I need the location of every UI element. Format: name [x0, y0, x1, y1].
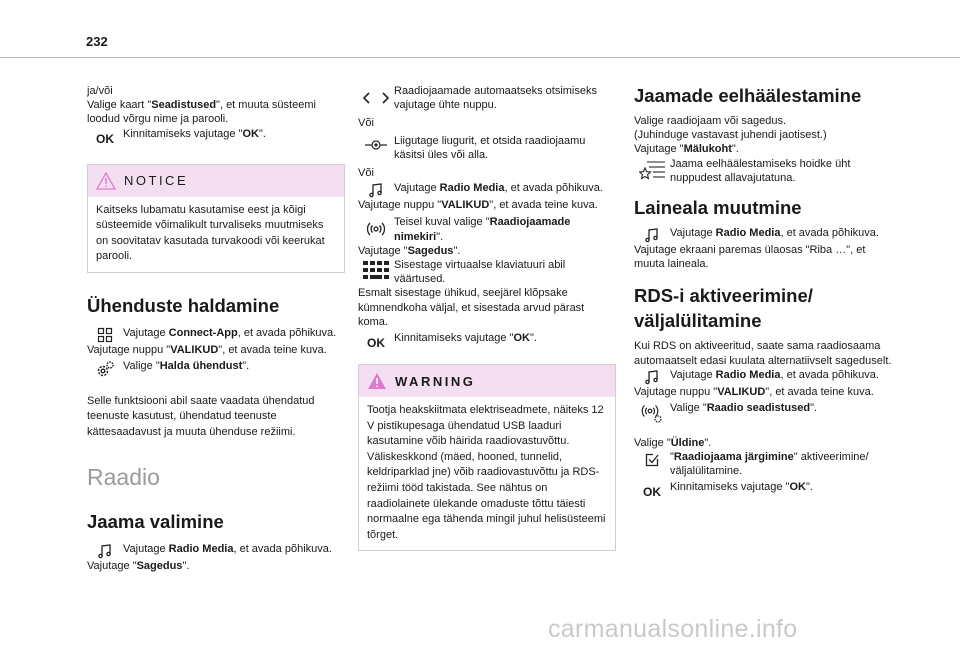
or-text-2: Või: [358, 167, 374, 180]
column-1: [87, 84, 345, 574]
heading-radio: Raadio: [87, 464, 160, 491]
music-note-icon: [644, 369, 660, 385]
music-note-icon: [97, 543, 113, 559]
presets-note: (Juhinduge vastavast juhendi jaotisest.): [634, 129, 827, 142]
preset-star-list-icon: [639, 159, 665, 181]
heading-connections: Ühenduste haldamine: [87, 294, 280, 316]
checkbox-icon: [645, 453, 659, 467]
ok-icon: OK: [96, 131, 114, 146]
music-note-icon: [644, 227, 660, 243]
manage-row: [87, 359, 345, 380]
auto-search-row: [358, 84, 616, 112]
prev-next-arrows-icon: [362, 91, 390, 105]
hold-text: Jaama eelhäälestamiseks hoidke üht nuppudest allavajutatuna.: [670, 157, 851, 184]
hold-row: [634, 157, 892, 185]
notice-header: [88, 165, 344, 197]
follow-row: [634, 450, 892, 478]
heading-station-select: Jaama valimine: [87, 511, 224, 533]
frequency-text: Vajutage "Sagedus".: [87, 560, 190, 573]
keyboard-text: Sisestage virtuaalse klaviatuuri abil väärtused.: [394, 259, 566, 286]
manage-description: Selle funktsiooni abil saate vaadata ühendatud teenuste kasutust, ühendatud teenuste kättesaadavust ja muuta ühenduse režiimi.: [87, 394, 315, 438]
heading-presets: Jaamade eelhäälestamine: [634, 85, 862, 106]
intro-line-2: Valige kaart "Seadistused", et muuta süsteemi loodud võrgu nime ja parooli.: [87, 99, 316, 126]
station-list-row: [358, 215, 616, 243]
warning-title: WARNING: [395, 373, 476, 389]
apps-grid-icon: [97, 327, 113, 343]
notice-box: [87, 164, 345, 273]
frequency-text-2: Vajutage "Sagedus".: [358, 244, 461, 257]
watermark: carmanualsonline.info: [548, 615, 798, 643]
warning-text: Tootja heakskiitmata elektriseadmete, näiteks 12 V pistikupesaga ühendatud USB laaduri kasutamine võib häirida raadiovastuvõttu. Väliskeskkond (mäed, hooned, tunnelid, keldriparklad jne) võib raadiovastuvõttu ja RDS-režiimi tööd takistada. See nähtus on raadiolainete ülekande omaduste tõttu täiesti normaalne ega tähenda mingil juhul helisüsteemi tõrget.: [367, 404, 606, 541]
confirm-text-3: Kinnitamiseks vajutage "OK".: [670, 480, 813, 493]
keyboard-icon: [363, 261, 389, 279]
radio-media-text-2: Vajutage Radio Media, et avada põhikuva.: [394, 182, 603, 195]
options-text-2: Vajutage nuppu "VALIKUD", et avada teine kuva.: [358, 199, 598, 212]
radio-settings-icon: [641, 402, 663, 424]
ok-icon: OK: [367, 336, 385, 351]
heading-band: Laineala muutmine: [634, 197, 802, 219]
rds-radio-row: [634, 368, 892, 385]
radio-media-row: [87, 542, 345, 559]
band-radio-row: [634, 226, 892, 243]
confirm-row-2: [358, 331, 616, 350]
radio-settings-row: [634, 401, 892, 424]
band-radio-text: Vajutage Radio Media, et avada põhikuva.: [670, 227, 879, 240]
radio-antenna-icon: [366, 219, 386, 239]
rds-radio-text: Vajutage Radio Media, et avada põhikuva.: [670, 368, 879, 381]
connect-app-text: Vajutage Connect-App, et avada põhikuva.: [123, 326, 337, 339]
warning-triangle-icon: [367, 372, 387, 390]
presets-text: Valige raadiojaam või sagedus.: [634, 115, 787, 127]
warning-header: [359, 365, 615, 397]
ok-icon: OK: [643, 484, 661, 499]
connect-app-row: [87, 326, 345, 343]
gears-icon: [95, 360, 115, 380]
confirm-row-3: [634, 480, 892, 499]
radio-settings-text: Valige "Raadio seadistused".: [670, 402, 818, 415]
or-text-1: Või: [358, 117, 374, 130]
confirm-row: [87, 127, 345, 146]
warning-triangle-icon: [96, 172, 116, 190]
column-3: [634, 84, 892, 499]
slider-text: Liigutage liugurit, et otsida raadiojaamu käsitsi üles või alla.: [394, 134, 586, 161]
options-text: Vajutage nuppu "VALIKUD", et avada teine kuva.: [87, 343, 327, 356]
tuning-slider-icon: [365, 138, 387, 152]
slider-row: [358, 134, 616, 162]
follow-text: "Raadiojaama järgimine" aktiveerimine/ väljalülitamine.: [670, 451, 869, 478]
radio-media-text: Vajutage Radio Media, et avada põhikuva.: [123, 543, 332, 556]
keyboard-row: [358, 258, 616, 286]
notice-title: NOTICE: [124, 173, 189, 189]
station-list-text: Teisel kuval valige "Raadiojaamade nimekiri".: [394, 216, 571, 243]
confirm-text: Kinnitamiseks vajutage "OK".: [123, 127, 266, 140]
warning-box: [358, 364, 616, 551]
band-text: Vajutage ekraani paremas ülaosas "Riba …", et muuta laineala.: [634, 244, 866, 271]
units-text: Esmalt sisestage ühikud, seejärel klõpsake kümnendkoha väljal, et sisestada arvud pärast koma.: [358, 287, 585, 328]
options-text-3: Vajutage nuppu "VALIKUD", et avada teine kuva.: [634, 385, 874, 398]
intro-line-1: ja/või: [87, 85, 113, 97]
confirm-text-2: Kinnitamiseks vajutage "OK".: [394, 332, 537, 345]
heading-rds: RDS-i aktiveerimine/ väljalülitamine: [634, 285, 813, 332]
music-note-icon: [368, 182, 384, 198]
manage-text: Valige "Halda ühendust".: [123, 359, 250, 372]
header-divider: [0, 57, 960, 58]
general-text: Valige "Üldine".: [634, 437, 712, 450]
auto-search-text: Raadiojaamade automaatseks otsimiseks vajutage ühte nuppu.: [394, 85, 597, 112]
notice-text: Kaitseks lubamatu kasutamise eest ja kõigi süsteemide võimalikult turvaliseks muutmiseks on soovitatav kasutada turvakoodi või keerukat parooli.: [96, 203, 325, 263]
column-2: [358, 84, 616, 551]
radio-media-row-2: [358, 181, 616, 198]
page-number: 232: [86, 34, 108, 49]
rds-text: Kui RDS on aktiveeritud, saate sama raadiosaama automaatselt edasi kuulata alternatiivselt sageduselt.: [634, 340, 892, 367]
memory-text: Vajutage "Mälukoht".: [634, 143, 739, 156]
